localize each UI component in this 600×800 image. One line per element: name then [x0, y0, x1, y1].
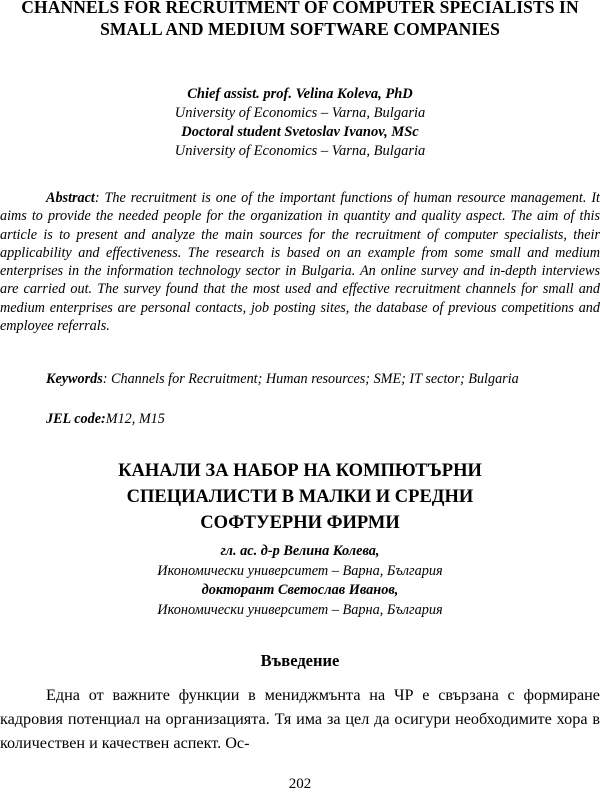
keywords-label: Keywords: [46, 371, 103, 387]
intro-text: Една от важните функции в мениджмънта на ЧР е свързана с формиране кадровия потенциал на организацията. Тя има за цел да осигури необходимите хора в количествен и качествен аспект. Ос-: [0, 686, 600, 752]
abstract-label: Abstract: [46, 190, 95, 206]
author-affiliation: Икономически университет – Варна, България: [157, 562, 443, 579]
jel-code: [46, 410, 165, 428]
keywords-text: : Channels for Recruitment; Human resources; SME; IT sector; Bulgaria: [102, 371, 519, 387]
english-title: CHANNELS FOR RECRUITMENT OF COMPUTER SPECIALISTS IN SMALL AND MEDIUM SOFTWARE COMPANIES: [21, 0, 579, 39]
author-name: Doctoral student Svetoslav Ivanov, MSc: [181, 124, 419, 140]
bulgarian-authors: [0, 542, 600, 620]
bulgarian-title-line: СОФТУЕРНИ ФИРМИ: [200, 513, 400, 533]
page-number: 202: [288, 776, 312, 792]
section-heading: Въведение: [260, 651, 340, 670]
author-affiliation: University of Economics – Varna, Bulgaria: [174, 105, 426, 121]
author-affiliation: University of Economics – Varna, Bulgaria: [174, 143, 426, 159]
intro-paragraph: [0, 684, 600, 755]
jel-text: M12, M15: [105, 411, 165, 427]
bulgarian-title-line: СПЕЦИАЛИСТИ В МАЛКИ И СРЕДНИ: [126, 487, 474, 507]
abstract: [0, 189, 600, 335]
author-name: докторант Светослав Иванов,: [201, 582, 399, 598]
bulgarian-title: [0, 458, 600, 536]
author-name: Chief assist. prof. Velina Koleva, PhD: [187, 86, 413, 102]
english-authors: [0, 85, 600, 161]
bulgarian-title-line: КАНАЛИ ЗА НАБОР НА КОМПЮТЪРНИ: [118, 461, 482, 481]
jel-label: JEL code:: [46, 411, 106, 427]
abstract-text: : The recruitment is one of the important functions of human resource management. It aims to provide the needed people for the organization in quantity and quality aspect. The aim of this article is to present and analyze the main sources for the recruitment of computer specialists, their applicability and effectiveness. The research is based on an example from some small and medium enterprises in the information technology sector in Bulgaria. An online survey and in-depth interviews are carried out. The survey found that the most used and effective recruitment channels for small and medium enterprises are personal contacts, job posting sites, the database of previous competitions and employee referrals.: [0, 190, 600, 335]
author-name: гл. ас. д-р Велина Колева,: [220, 543, 380, 559]
keywords: [0, 370, 600, 389]
author-affiliation: Икономически университет – Варна, България: [157, 601, 443, 618]
